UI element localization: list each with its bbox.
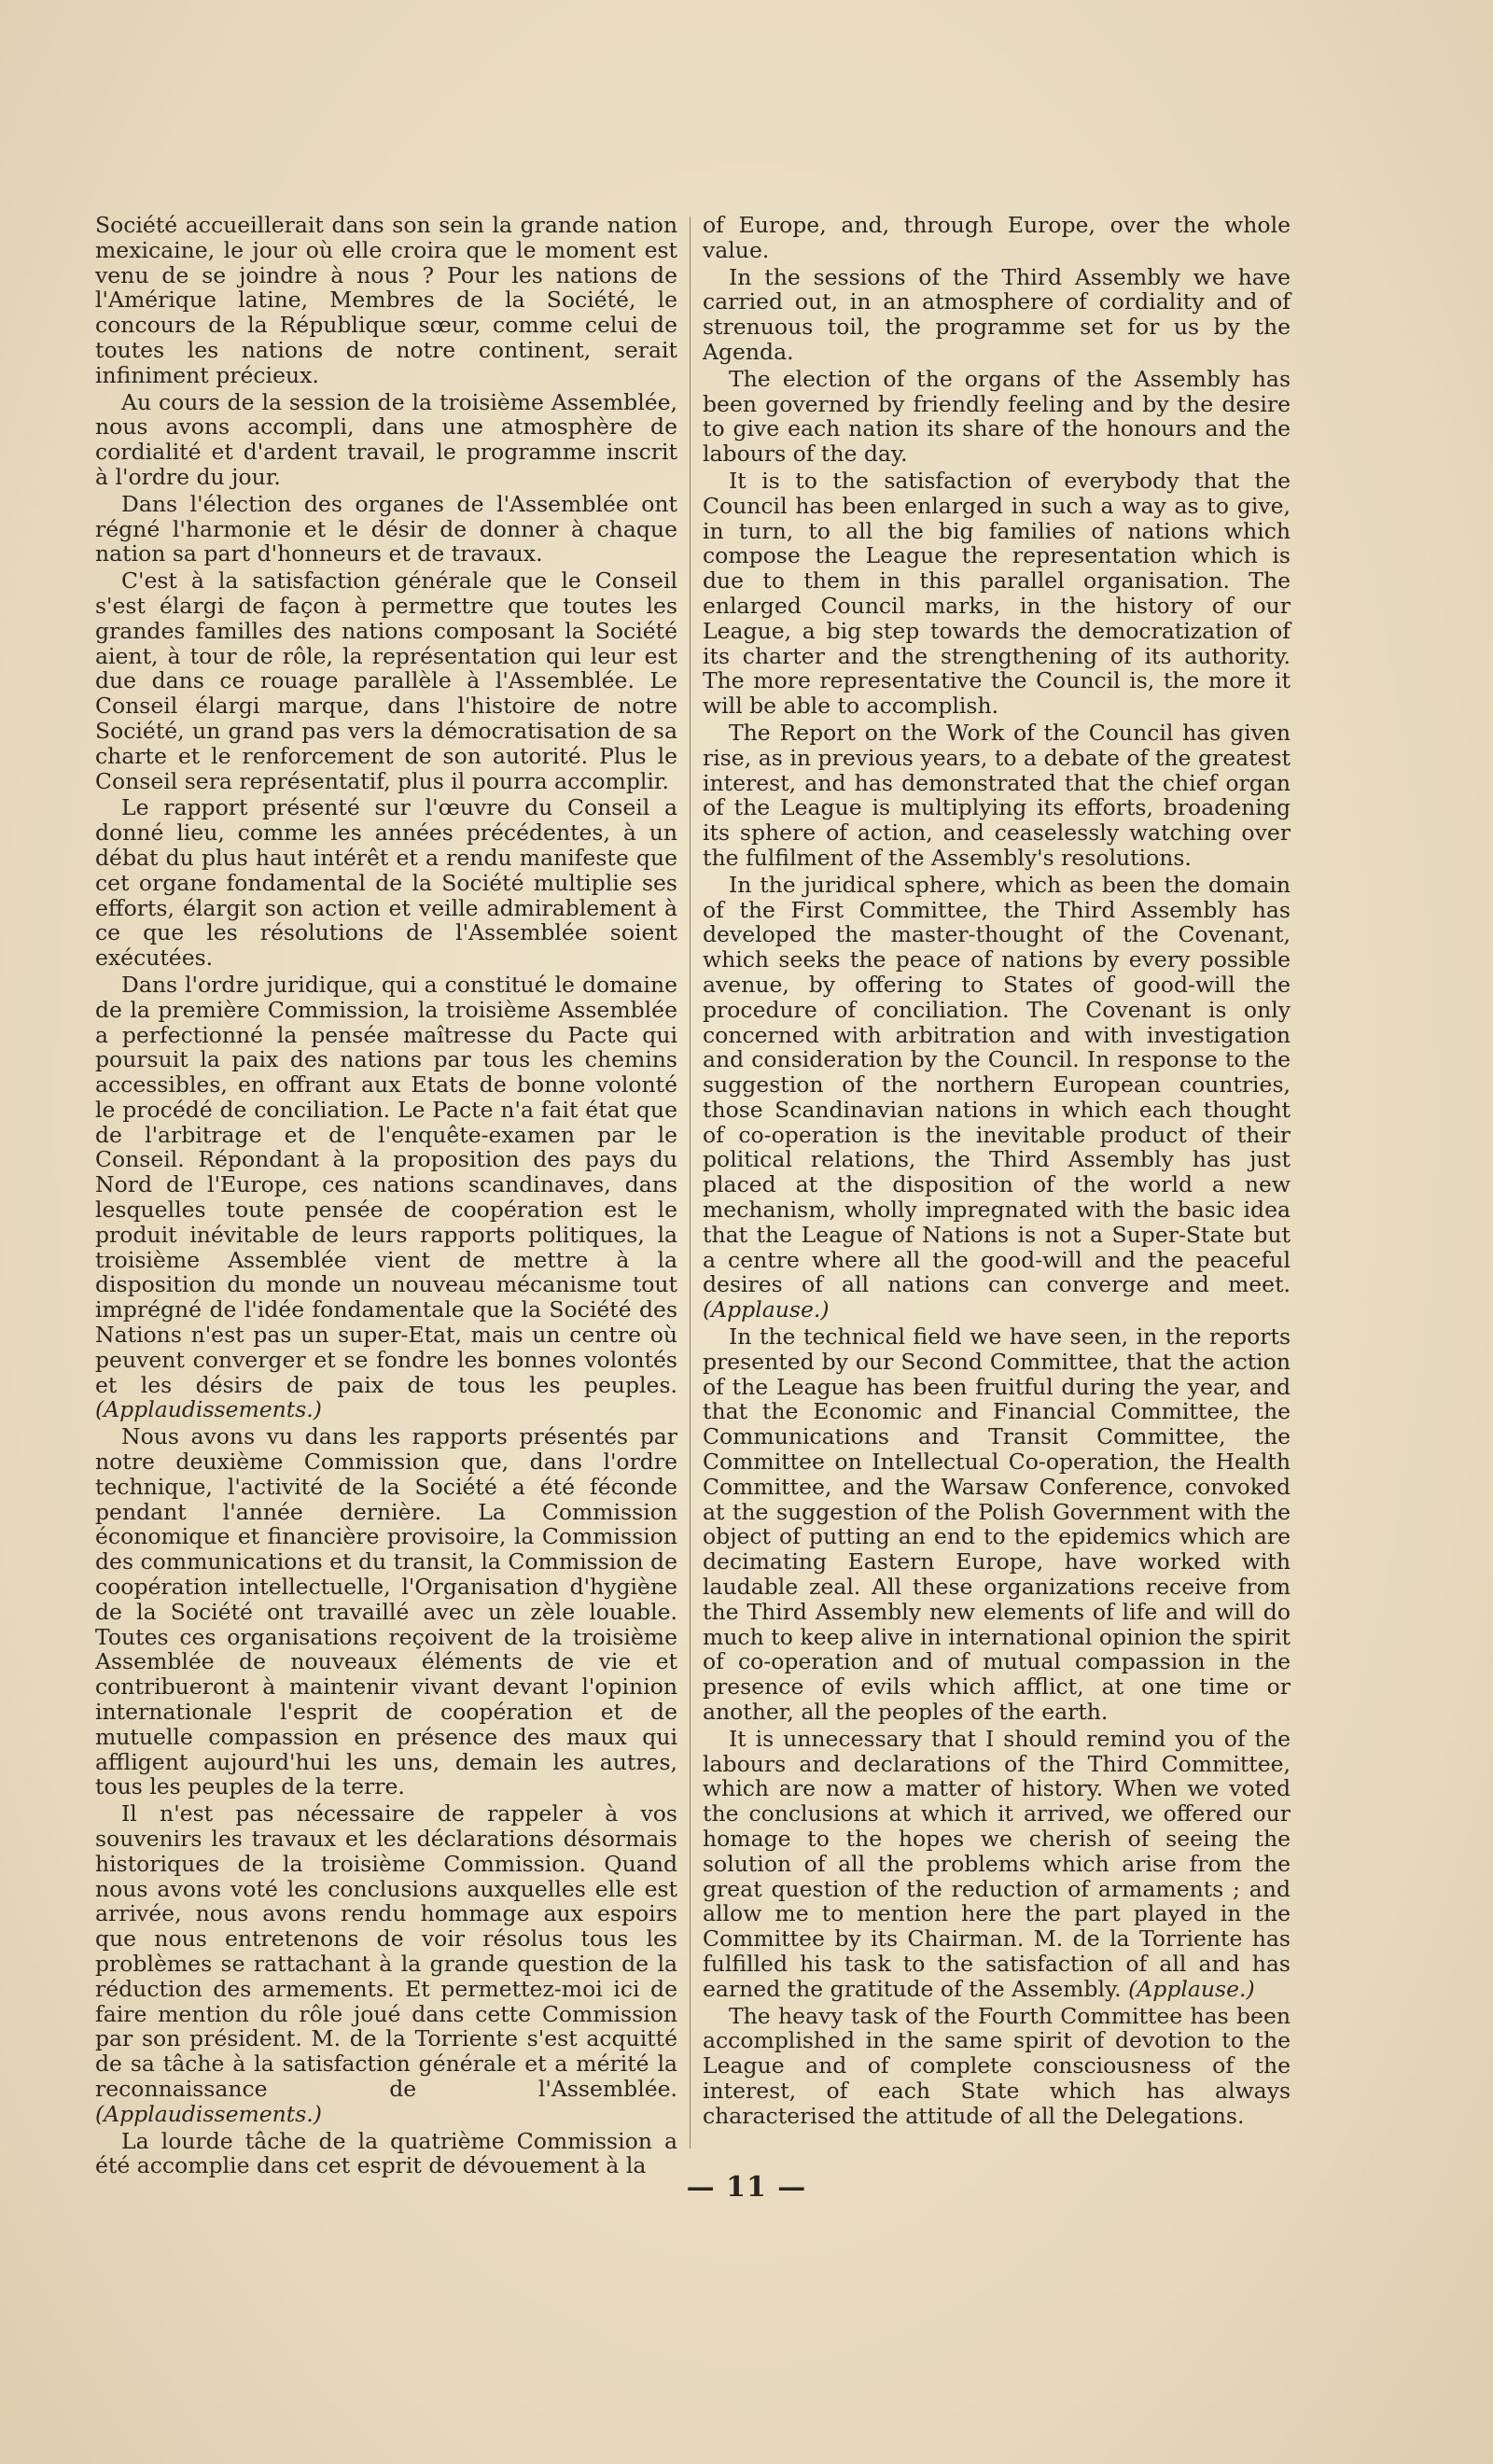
paragraph: Société accueillerait dans son sein la grande nation mexicaine, le jour où elle croira que le moment est venu de se joindre à nous ? Pour les nations de l'Amérique latine, Membres de la Société, le concours de la République sœur, comme celui de toutes les nations de notre continent, serait infiniment précieux. [95, 212, 677, 388]
applause-note: (Applause.) [703, 1296, 830, 1323]
left-column-french [95, 213, 677, 2180]
applause-note: (Applaudissements.) [95, 1396, 322, 1423]
paragraph: It is to the satisfaction of everybody that the Council has been enlarged in such a way as to give, in turn, to all the big families of nations which compose the League the representation which is due to them in this parallel organisation. The enlarged Council marks, in the history of our League, a big step towards the democratization of its charter and the strengthening of its authority. The more representative the Council is, the more it will be able to accomplish. [703, 467, 1291, 720]
paragraph: The Report on the Work of the Council has given rise, as in previous years, to a debate of the greatest interest, and has demonstrated that the chief organ of the League is multiplying its efforts, broadening its sphere of action, and ceaselessly watching over the fulfilment of the Assembly's resolutions. [703, 719, 1291, 871]
right-column-english [703, 213, 1291, 2131]
paragraph: Dans l'élection des organes de l'Assemblée ont régné l'harmonie et le désir de donner à chaque nation sa part d'honneurs et de travaux. [95, 490, 677, 567]
paragraph: The election of the organs of the Assembly has been governed by friendly feeling and by the desire to give each nation its share of the honours and the labours of the day. [703, 365, 1291, 468]
page-number: — 11 — [686, 2171, 807, 2204]
paragraph: In the juridical sphere, which as been the domain of the First Committee, the Third Assembly has developed the master-thought of the Covenant, which seeks the peace of nations by every possible avenue, by offering to States of good-will the procedure of conciliation. The Covenant is only concerned with arbitration and with investigation and consideration by the Council. In response to the suggestion of the northern European countries, those Scandinavian nations in which each thought of co-operation is the inevitable product of their political relations, the Third Assembly has just placed at the disposition of the world a new mechanism, wholly impregnated with the basic idea that the League of Nations is not a Super-State but a centre where all the good-will and the peaceful desires of all nations can converge and meet. (Applause.) [703, 871, 1291, 1323]
paragraph: Au cours de la session de la troisième Assemblée, nous avons accompli, dans une atmosphère de cordialité et d'ardent travail, le programme inscrit à l'ordre du jour. [95, 388, 677, 490]
column-divider [690, 217, 691, 2149]
applause-note: (Applause.) [1128, 1975, 1255, 2002]
paragraph: Nous avons vu dans les rapports présentés par notre deuxième Commission que, dans l'ordre technique, l'activité de la Société a été féconde pendant l'année dernière. La Commission économique et financière provisoire, la Commission des communications et du transit, la Commission de coopération intellectuelle, l'Organisation d'hygiène de la Société ont travaillé avec un zèle louable. Toutes ces organisations reçoivent de la troisième Assemblée de nouveaux éléments de vie et contribueront à maintenir vivant devant l'opinion internationale l'esprit de coopération et de mutuelle compassion en présence des maux qui affligent aujourd'hui les uns, demain les autres, tous les peuples de la terre. [95, 1423, 677, 1800]
paragraph: It is unnecessary that I should remind you of the labours and declarations of the Third Committee, which are now a matter of history. When we voted the conclusions at which it arrived, we offered our homage to the hopes we cherish of seeing the solution of all the problems which arise from the great question of the reduction of armaments ; and allow me to mention here the part played in the Committee by its Chairman. M. de la Torriente has fulfilled his task to the satisfaction of all and has earned the gratitude of the Assembly. (Applause.) [703, 1725, 1291, 2002]
applause-note: (Applaudissements.) [95, 2100, 322, 2127]
paragraph: The heavy task of the Fourth Committee has been accomplished in the same spirit of devotion to the League and of complete consciousness of the interest, of each State which has always characterised the attitude of all the Delegations. [703, 2002, 1291, 2129]
paragraph: In the technical field we have seen, in the reports presented by our Second Committee, that the action of the League has been fruitful during the year, and that the Economic and Financial Committee, the Communications and Transit Committee, the Committee on Intellectual Co-operation, the Health Committee, and the Warsaw Conference, convoked at the suggestion of the Polish Government with the object of putting an end to the epidemics which are decimating Eastern Europe, have worked with laudable zeal. All these organizations receive from the Third Assembly new elements of life and will do much to keep alive in international opinion the spirit of co-operation and of mutual compassion in the presence of evils which afflict, at one time or another, all the peoples of the earth. [703, 1323, 1291, 1726]
paragraph: La lourde tâche de la quatrième Commission a été accomplie dans cet esprit de dévouement à la [95, 2127, 677, 2179]
paragraph: Il n'est pas nécessaire de rappeler à vos souvenirs les travaux et les déclarations désormais historiques de la troisième Commission. Quand nous avons voté les conclusions auxquelles elle est arrivée, nous avons rendu hommage aux espoirs que nous entretenons de voir résolus tous les problèmes se rattachant à la grande question de la réduction des armements. Et permettez-moi ici de faire mention du rôle joué dans cette Commission par son président. M. de la Torriente s'est acquitté de sa tâche à la satisfaction générale et a mérité la reconnaissance de l'Assemblée. (Applaudissements.) [95, 1800, 677, 2127]
paragraph: C'est à la satisfaction générale que le Conseil s'est élargi de façon à permettre que toutes les grandes familles des nations composant la Société aient, à tour de rôle, la représentation qui leur est due dans ce rouage parallèle à l'Assemblée. Le Conseil élargi marque, dans l'histoire de notre Société, un grand pas vers la démocratisation de sa charte et le renforcement de son autorité. Plus le Conseil sera représentatif, plus il pourra accomplir. [95, 567, 677, 794]
paragraph: of Europe, and, through Europe, over the whole value. [703, 212, 1291, 263]
paragraph: In the sessions of the Third Assembly we have carried out, in an atmosphere of cordiality and of strenuous toil, the programme set for us by the Agenda. [703, 263, 1291, 365]
paragraph: Dans l'ordre juridique, qui a constitué le domaine de la première Commission, la troisième Assemblée a perfectionné la pensée maîtresse du Pacte qui poursuit la paix des nations par tous les chemins accessibles, en offrant aux Etats de bonne volonté le procédé de conciliation. Le Pacte n'a fait état que de l'arbitrage et de l'enquête-examen par le Conseil. Répondant à la proposition des pays du Nord de l'Europe, ces nations scandinaves, dans lesquelles toute pensée de coopération est le produit inévitable de leurs rapports politiques, la troisième Assemblée vient de mettre à la disposition du monde un nouveau mécanisme tout imprégné de l'idée fondamentale que la Société des Nations n'est pas un super-Etat, mais un centre où peuvent converger et se fondre les bonnes volontés et les désirs de paix de tous les peuples. (Applaudissements.) [95, 971, 677, 1423]
paragraph: Le rapport présenté sur l'œuvre du Conseil a donné lieu, comme les années précédentes, à un débat du plus haut intérêt et a rendu manifeste que cet organe fondamental de la Société multiplie ses efforts, élargit son action et veille admirablement à ce que les résolutions de l'Assemblée soient exécutées. [95, 794, 677, 972]
